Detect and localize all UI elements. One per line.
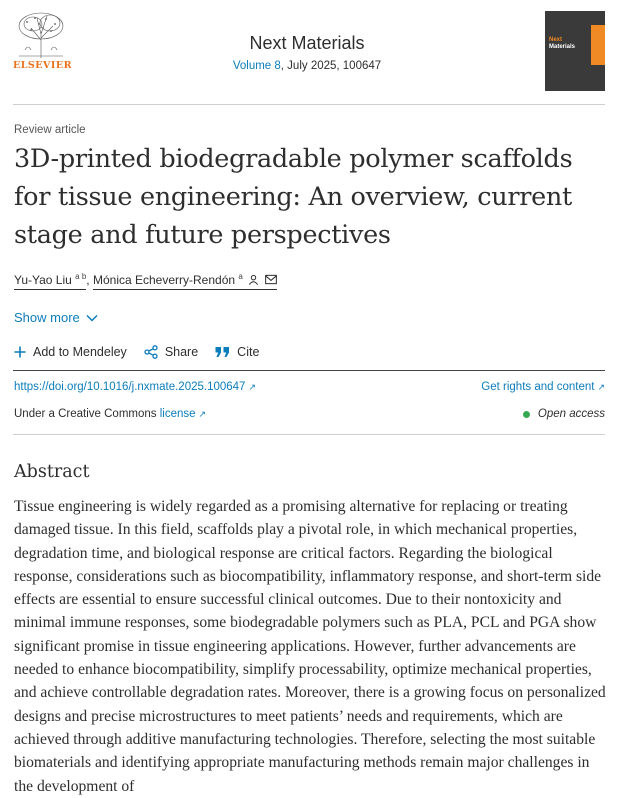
license-link[interactable]: license ↗: [159, 408, 207, 420]
share-icon: [144, 345, 158, 359]
external-link-icon: ↗: [597, 382, 605, 392]
article-type: Review article: [14, 124, 86, 136]
open-access-badge: Open access: [523, 408, 605, 420]
share-label: Share: [164, 345, 199, 359]
volume-link[interactable]: Volume 8: [232, 60, 281, 72]
creative-commons-notice: Under a Creative Commons license ↗: [14, 408, 207, 420]
header-divider: [13, 104, 605, 105]
article-title: 3D-printed biodegradable polymer scaffolds for tissue engineering: An overview, current stage and future perspectives: [14, 144, 573, 250]
publisher-name: ELSEVIER: [13, 60, 72, 71]
external-link-icon: ↗: [198, 409, 207, 419]
cover-text-line2: Materials: [549, 44, 576, 50]
author-list: Yu-Yao Liu $^{a b}$, Mónica Echeverry-Rendón $^a$: [14, 272, 277, 287]
chevron-down-icon: [86, 314, 98, 322]
journal-cover-image[interactable]: [545, 11, 605, 91]
journal-title[interactable]: Next Materials: [249, 33, 365, 53]
author-link[interactable]: Yu-Yao Liu $^{a b}$: [14, 273, 86, 290]
doi-link[interactable]: https://doi.org/10.1016/j.nxmate.2025.100647 ↗: [14, 381, 256, 393]
cover-text-line1: Next: [549, 37, 563, 43]
cite-button[interactable]: [215, 345, 259, 359]
show-more-label: Show more: [14, 310, 80, 325]
mendeley-label: Add to Mendeley: [33, 345, 127, 359]
cite-label: Cite: [237, 345, 260, 359]
issue-details: , July 2025, 100647: [280, 60, 382, 72]
author-link[interactable]: Mónica Echeverry-Rendón $^a$: [93, 273, 277, 290]
external-link-icon: ↗: [248, 382, 256, 392]
show-more-button[interactable]: [14, 310, 98, 325]
section-divider: [13, 434, 605, 435]
abstract-text: Tissue engineering is widely regarded as a promising alternative for replacing or treating damaged tissue. In this field, scaffolds play a pivotal role, in which mechanical properties, degradation time, and biological response are critical factors. Regarding the biological response, considerations such as biocompatibility, inflammatory response, and short-term side effects are essential to ensure successful clinical outcomes. Due to their nontoxicity and minimal immune responses, some biodegradable polymers such as PLA, PCL and PGA show significant promise in tissue engineering applications. However, further advancements are needed to enhance biocompatibility, simplify processability, optimize mechanical properties, and achieve controllable degradation rates. Moreover, there is a growing focus on personalized designs and precise microstructures to meet patients’ needs and requirements, which are achieved through additive manufacturing technologies. Therefore, selecting the most suitable biomaterials and identifying appropriate manufacturing methods remain major challenges in the development of: [14, 498, 606, 795]
person-icon: [248, 274, 259, 285]
abstract-heading: Abstract: [14, 462, 90, 482]
rights-link[interactable]: Get rights and content ↗: [481, 381, 605, 393]
share-button[interactable]: [144, 345, 198, 359]
journal-header: [0, 0, 625, 104]
quote-icon: [215, 346, 230, 358]
add-to-mendeley-button[interactable]: [14, 345, 127, 359]
plus-icon: [14, 346, 26, 358]
cover-accent: [591, 25, 605, 65]
open-access-dot-icon: [523, 411, 530, 418]
toolbar-divider: [13, 370, 605, 371]
cover-text: [549, 37, 575, 51]
email-icon: [265, 274, 277, 285]
journal-issue-info: [0, 60, 614, 72]
article-toolbar: [14, 345, 276, 359]
